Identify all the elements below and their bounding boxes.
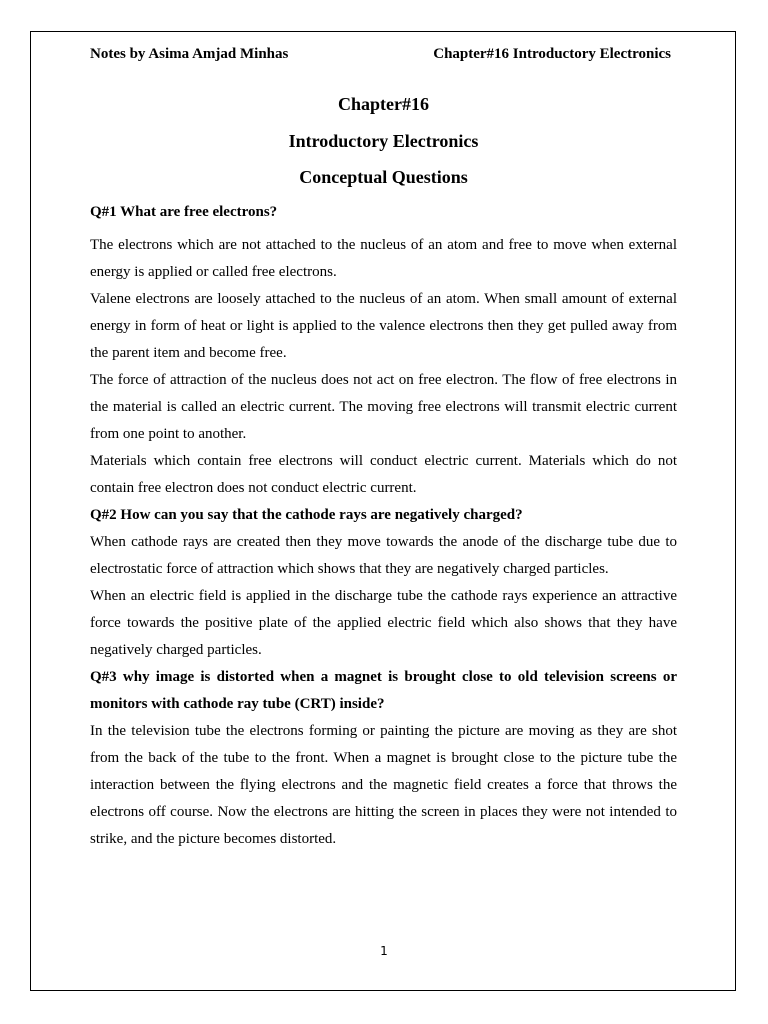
answer-1-paragraph: The electrons which are not attached to the nucleus of an atom and free to move when external energy is applied or called free electrons. <box>90 237 677 280</box>
page-number: 1 <box>380 944 388 958</box>
answer-2-paragraph: When cathode rays are created then they move towards the anode of the discharge tube due to electrostatic force of attraction which shows that they are negatively charged particles. <box>90 534 677 577</box>
answer-1-paragraph: Valene electrons are loosely attached to the nucleus of an atom. When small amount of external energy in form of heat or light is applied to the valence electrons then they get pulled away from the parent item and become free. <box>90 291 677 361</box>
question-3: Q#3 why image is distorted when a magnet is brought close to old television screens or monitors with cathode ray tube (CRT) inside? <box>90 669 677 712</box>
question-1: Q#1 What are free electrons? <box>90 204 278 220</box>
answer-3-paragraph: In the television tube the electrons forming or painting the picture are moving as they are shot from the back of the tube to the front. When a magnet is brought close to the picture tube the interaction between the flying electrons and the magnetic field creates a force that throws the electrons off course. Now the electrons are hitting the screen in places they were not intended to strike, and the picture becomes distorted. <box>90 723 677 847</box>
page-header <box>90 46 671 66</box>
answer-1-paragraph: The force of attraction of the nucleus does not act on free electron. The flow of free electrons in the material is called an electric current. The moving free electrons will transmit electric current from one point to another. <box>90 372 677 442</box>
answer-1-paragraph: Materials which contain free electrons will conduct electric current. Materials which do not contain free electron does not conduct electric current. <box>90 453 677 496</box>
header-chapter: Chapter#16 Introductory Electronics <box>433 46 671 62</box>
section-title: Conceptual Questions <box>299 167 468 187</box>
document-body <box>90 92 677 853</box>
subject-title: Introductory Electronics <box>288 131 479 151</box>
header-author: Notes by Asima Amjad Minhas <box>90 46 289 62</box>
chapter-title: Chapter#16 <box>338 94 429 114</box>
answer-2-paragraph: When an electric field is applied in the discharge tube the cathode rays experience an attractive force towards the positive plate of the applied electric field which also shows that they have negatively charged particles. <box>90 588 677 658</box>
question-2: Q#2 How can you say that the cathode rays are negatively charged? <box>90 507 523 523</box>
